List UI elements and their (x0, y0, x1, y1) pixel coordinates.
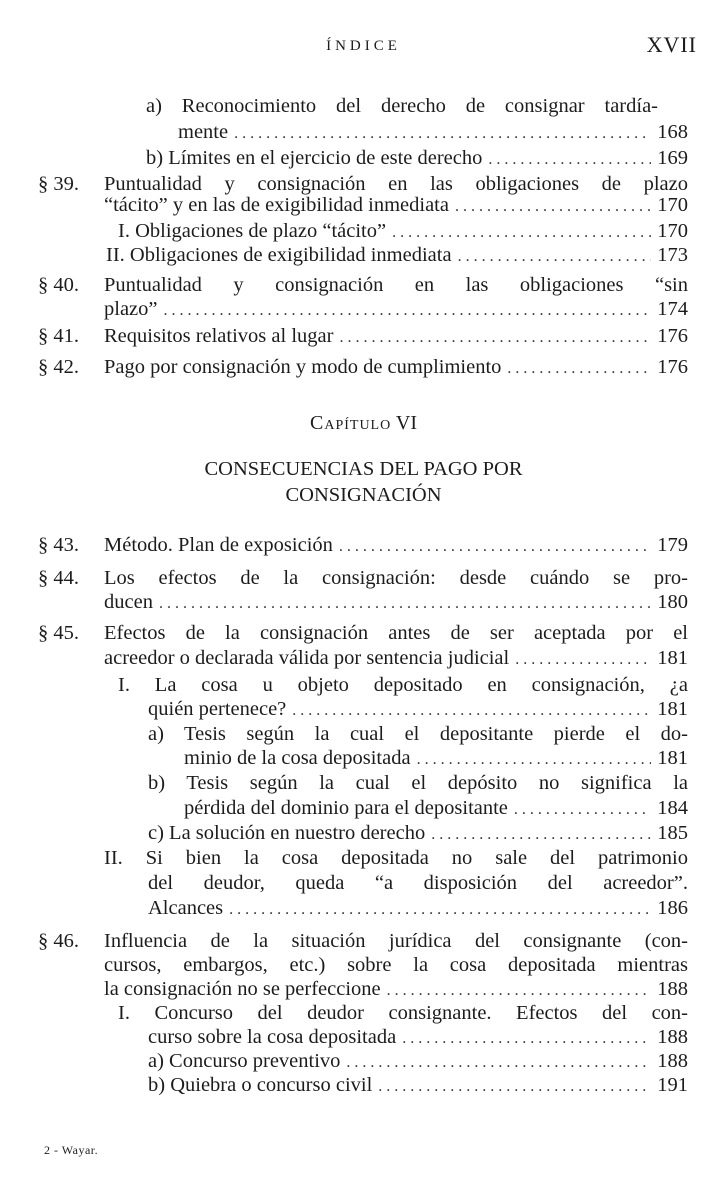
section-number: § 40. (38, 274, 79, 296)
section-number: § 43. (38, 534, 79, 556)
toc-entry (118, 218, 688, 244)
toc-page-number: 188 (657, 1026, 688, 1048)
toc-entry-text: I. Concurso del deudor consignante. Efectos del con- (118, 1002, 688, 1024)
leader-dots (159, 591, 651, 617)
toc-page-number: 181 (657, 747, 688, 769)
toc-page-number: 170 (657, 220, 688, 242)
toc-entry-text: Efectos de la consignación antes de ser aceptada por el (104, 622, 688, 644)
toc-page-number: 185 (657, 822, 688, 844)
toc-entry-text: curso sobre la cosa depositada (148, 1026, 397, 1048)
toc-page-number: 184 (657, 797, 688, 819)
toc-entry-text: a) Concurso preventivo (148, 1050, 341, 1072)
section-number: § 39. (38, 173, 79, 195)
toc-page-number: 181 (657, 647, 688, 669)
toc-entry (148, 1048, 688, 1074)
toc-entry-text: pérdida del dominio para el depositante (184, 797, 508, 819)
toc-page-number: 174 (657, 298, 688, 320)
leader-dots (507, 356, 651, 382)
chapter-title-line: CONSECUENCIAS DEL PAGO POR (204, 458, 523, 480)
toc-page-number: 180 (657, 591, 688, 613)
toc-entry (148, 1024, 688, 1050)
leader-dots (234, 121, 651, 147)
toc-entry-text: minio de la cosa depositada (184, 747, 411, 769)
toc-entry-text: b) Límites en el ejercicio de este derecho (146, 147, 483, 169)
toc-entry-text: Influencia de la situación jurídica del consignante (con- (104, 930, 688, 952)
toc-page-number: 188 (657, 978, 688, 1000)
toc-entry-text: Requisitos relativos al lugar (104, 325, 334, 347)
section-number: § 42. (38, 356, 79, 378)
leader-dots (164, 298, 652, 324)
toc-page-number: 191 (657, 1074, 688, 1096)
toc-entry (146, 145, 688, 171)
toc-entry (104, 645, 688, 671)
toc-entry-text: II. Si bien la cosa depositada no sale del patrimonio (104, 847, 688, 869)
leader-dots (488, 147, 651, 173)
toc-entry-text: I. Obligaciones de plazo “tácito” (118, 220, 387, 242)
toc-entry (178, 119, 688, 145)
toc-page-number: 170 (657, 194, 688, 216)
toc-page-number: 168 (657, 121, 688, 143)
toc-entry (104, 354, 688, 380)
section-number: § 41. (38, 325, 79, 347)
leader-dots (378, 1074, 651, 1100)
toc-entry-text: Puntualidad y consignación en las obligaciones “sin (104, 274, 688, 296)
toc-entry-text: ducen (104, 591, 153, 613)
leader-dots (455, 194, 651, 220)
toc-entry-text: b) Tesis según la cual el depósito no significa la (148, 772, 688, 794)
toc-page-number: 179 (657, 534, 688, 556)
toc-entry (104, 589, 688, 615)
toc-page-number: 176 (657, 356, 688, 378)
toc-entry (104, 976, 688, 1002)
toc-entry (184, 795, 688, 821)
toc-entry (148, 696, 688, 722)
chapter-label: Capítulo (310, 412, 392, 434)
toc-entry-text: plazo” (104, 298, 158, 320)
toc-entry-text: c) La solución en nuestro derecho (148, 822, 426, 844)
leader-dots (339, 325, 651, 351)
toc-entry (104, 323, 688, 349)
toc-entry (104, 192, 688, 218)
toc-entry-text: Pago por consignación y modo de cumplimiento (104, 356, 502, 378)
toc-entry-text: I. La cosa u objeto depositado en consignación, ¿a (118, 674, 688, 696)
toc-entry-text: Puntualidad y consignación en las obligaciones de plazo (104, 173, 688, 195)
toc-entry (148, 1072, 688, 1098)
toc-entry-text: II. Obligaciones de exigibilidad inmediata (106, 244, 452, 266)
toc-entry (148, 820, 688, 846)
running-header-page-number: XVII (646, 32, 697, 57)
toc-entry-text: mente (178, 121, 229, 143)
toc-entry-text: la consignación no se perfeccione (104, 978, 381, 1000)
toc-entry (148, 895, 688, 921)
toc-page-number: 186 (657, 897, 688, 919)
toc-entry-text: “tácito” y en las de exigibilidad inmediata (104, 194, 449, 216)
toc-page-number: 188 (657, 1050, 688, 1072)
footer-signature: 2 - Wayar. (44, 1143, 99, 1157)
toc-entry-text: a) Tesis según la cual el depositante pierde el do- (148, 723, 688, 745)
leader-dots (515, 647, 651, 673)
running-header-title: ÍNDICE (326, 38, 401, 54)
section-number: § 44. (38, 567, 79, 589)
toc-entry-text: cursos, embargos, etc.) sobre la cosa depositada mientras (104, 954, 688, 976)
toc-entry-text: Alcances (148, 897, 224, 919)
toc-entry (104, 532, 688, 558)
toc-page-number: 173 (657, 244, 688, 266)
toc-page-number: 176 (657, 325, 688, 347)
section-number: § 45. (38, 622, 79, 644)
chapter-title-line: CONSIGNACIÓN (285, 484, 442, 506)
toc-entry (184, 745, 688, 771)
toc-entry-text: del deudor, queda “a disposición del acreedor”. (148, 872, 688, 894)
toc-entry-text: a) Reconocimiento del derecho de consignar tardía- (146, 95, 658, 117)
chapter-numeral: VI (395, 412, 417, 434)
toc-entry-text: Método. Plan de exposición (104, 534, 333, 556)
leader-dots (458, 244, 652, 270)
toc-entry-text: acreedor o declarada válida por sentencia judicial (104, 647, 510, 669)
section-number: § 46. (38, 930, 79, 952)
chapter-heading (0, 412, 727, 435)
toc-entry (106, 242, 688, 268)
toc-entry (104, 296, 688, 322)
toc-entry-text: Los efectos de la consignación: desde cuándo se pro- (104, 567, 688, 589)
toc-entry-text: quién pertenece? (148, 698, 287, 720)
leader-dots (229, 897, 651, 923)
toc-page-number: 181 (657, 698, 688, 720)
toc-entry-text: b) Quiebra o concurso civil (148, 1074, 373, 1096)
leader-dots (339, 534, 651, 560)
toc-page-number: 169 (657, 147, 688, 169)
